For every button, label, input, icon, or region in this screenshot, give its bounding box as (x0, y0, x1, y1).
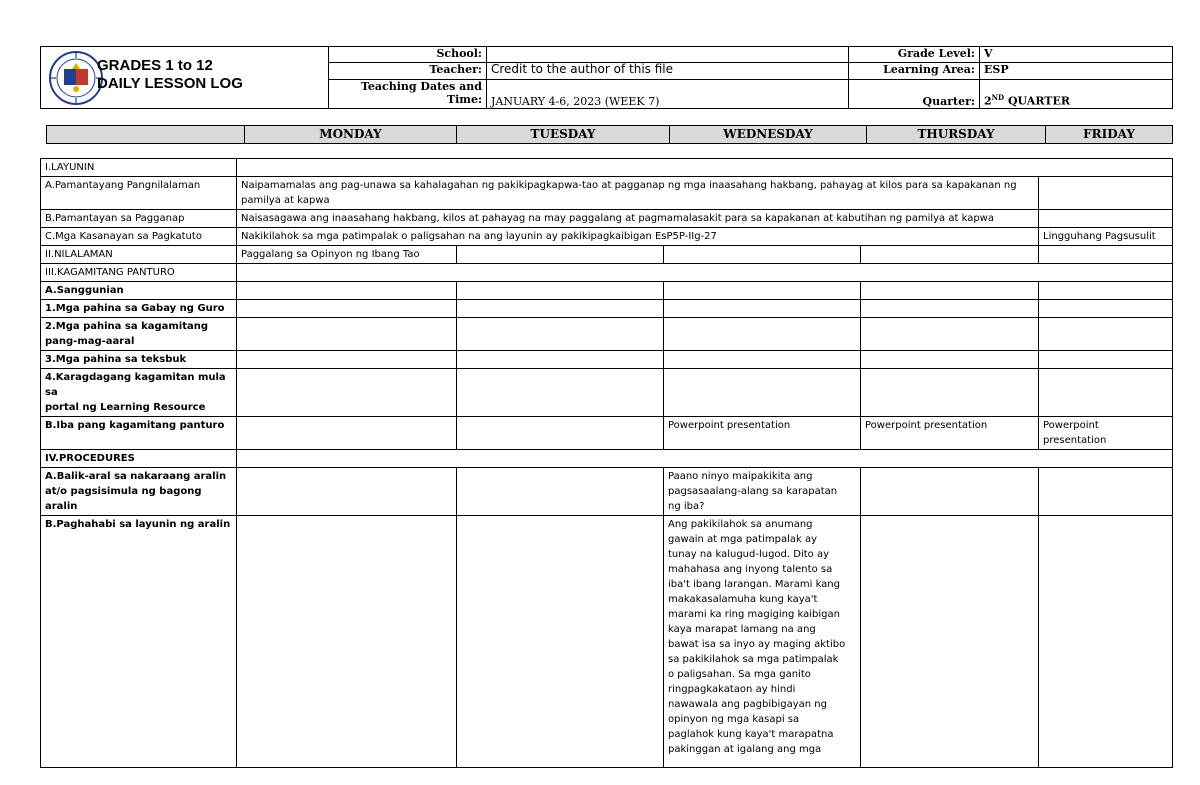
iba-friday-line1: Powerpoint (1043, 420, 1099, 431)
table-row (41, 159, 1173, 177)
karagdagang-label (41, 369, 237, 417)
sanggunian-tuesday[interactable] (457, 282, 664, 300)
iba-friday-line2: presentation (1043, 435, 1107, 446)
teksbuk-wednesday[interactable] (664, 351, 861, 369)
table-row (41, 300, 1173, 318)
table-row (41, 210, 1173, 228)
balik-tuesday[interactable] (457, 468, 664, 516)
teacher-value[interactable]: Credit to the author of this file (487, 63, 849, 79)
kagamitang-wednesday[interactable] (664, 318, 861, 351)
school-value[interactable] (487, 47, 849, 63)
days-header-table (46, 125, 1173, 144)
quarter-label: Quarter: (849, 79, 980, 109)
kasanayan-friday[interactable]: Lingguhang Pagsusulit (1039, 228, 1173, 246)
paghahabi-thursday[interactable] (861, 516, 1039, 768)
table-row (41, 516, 1173, 768)
learning-area-label: Learning Area: (849, 63, 980, 79)
day-tuesday: TUESDAY (457, 126, 670, 144)
nilalaman-thursday[interactable] (861, 246, 1039, 264)
grade-level-value[interactable]: V (980, 47, 1173, 63)
procedures-cell[interactable] (237, 450, 1173, 468)
kagamitang-thursday[interactable] (861, 318, 1039, 351)
paghahabi-wed-line: nawawala ang pagbibigayan ng (668, 699, 827, 710)
paghahabi-friday[interactable] (1039, 516, 1173, 768)
teaching-dates-label (329, 79, 487, 109)
teacher-label: Teacher: (329, 63, 487, 79)
nilalaman-friday[interactable] (1039, 246, 1173, 264)
deped-seal-icon (49, 51, 103, 105)
iba-tuesday[interactable] (457, 417, 664, 450)
karagdagang-thursday[interactable] (861, 369, 1039, 417)
day-thursday: THURSDAY (867, 126, 1046, 144)
table-row (41, 417, 1173, 450)
sanggunian-wednesday[interactable] (664, 282, 861, 300)
teaching-dates-label-line1: Teaching Dates and (360, 79, 482, 93)
karagdagang-tuesday[interactable] (457, 369, 664, 417)
paghahabi-wed-line: makakasalamuha kung kaya't (668, 594, 818, 605)
teksbuk-tuesday[interactable] (457, 351, 664, 369)
paghahabi-tuesday[interactable] (457, 516, 664, 768)
sanggunian-label: A.Sanggunian (41, 282, 237, 300)
kagamitan-cell[interactable] (237, 264, 1173, 282)
pagganap-label: B.Pamantayan sa Pagganap (41, 210, 237, 228)
paghahabi-wed-line: kaya marapat lamang na ang (668, 624, 816, 635)
paghahabi-wed-line: tunay na kalugud-lugod. Dito ay (668, 549, 829, 560)
sanggunian-monday[interactable] (237, 282, 457, 300)
paghahabi-monday[interactable] (237, 516, 457, 768)
days-blank-cell (47, 126, 245, 144)
karagdagang-wednesday[interactable] (664, 369, 861, 417)
title-line-1: GRADES 1 to 12 (97, 57, 213, 74)
lesson-log-table (40, 158, 1173, 768)
pagganap-text[interactable]: Naisasagawa ang inaasahang hakbang, kilos at pahayag na may paggalang at pagmamalasakit para sa kapakanan at kabutihan ng pamilya at kapwa (237, 210, 1039, 228)
balik-thursday[interactable] (861, 468, 1039, 516)
kagamitang-monday[interactable] (237, 318, 457, 351)
paghahabi-label: B.Paghahabi sa layunin ng aralin (41, 516, 237, 768)
kagamitan-label: III.KAGAMITANG PANTURO (41, 264, 237, 282)
day-monday: MONDAY (245, 126, 457, 144)
karagdagang-friday[interactable] (1039, 369, 1173, 417)
quarter-value[interactable] (980, 79, 1173, 109)
pamantayang-label: A.Pamantayang Pangnilalaman (41, 177, 237, 210)
table-row (41, 264, 1173, 282)
karagdagang-monday[interactable] (237, 369, 457, 417)
paghahabi-wed-line: bawat isa sa inyo ay maging aktibo (668, 639, 846, 650)
iba-monday[interactable] (237, 417, 457, 450)
iba-wednesday[interactable]: Powerpoint presentation (664, 417, 861, 450)
pamantayang-text[interactable]: Naipamamalas ang pag-unawa sa kahalagahan ng pakikipagkapwa-tao at pagganap ng mga inaasahang hakbang, pahayag at kilos para sa kapakanan ng pamilya at kapwa (237, 177, 1039, 210)
paghahabi-wed-line: sa pakikilahok sa mga patimpalak (668, 654, 839, 665)
layunin-label: I.LAYUNIN (41, 159, 237, 177)
table-row (41, 351, 1173, 369)
gabay-friday[interactable] (1039, 300, 1173, 318)
pagganap-friday[interactable] (1039, 210, 1173, 228)
teksbuk-friday[interactable] (1039, 351, 1173, 369)
iba-thursday[interactable]: Powerpoint presentation (861, 417, 1039, 450)
teksbuk-thursday[interactable] (861, 351, 1039, 369)
table-row (41, 228, 1173, 246)
grade-level-label: Grade Level: (849, 47, 980, 63)
kagamitang-label (41, 318, 237, 351)
table-row (41, 450, 1173, 468)
balik-monday[interactable] (237, 468, 457, 516)
sanggunian-friday[interactable] (1039, 282, 1173, 300)
paghahabi-wed-line: o paligsahan. Sa mga ganito (668, 669, 811, 680)
day-wednesday: WEDNESDAY (670, 126, 867, 144)
table-row (41, 468, 1173, 516)
logo-title-cell (41, 47, 329, 109)
day-friday: FRIDAY (1046, 126, 1173, 144)
gabay-label: 1.Mga pahina sa Gabay ng Guro (41, 300, 237, 318)
paghahabi-wed-line: ringpagkakataon ay hindi (668, 684, 796, 695)
header-table (40, 46, 1173, 109)
paghahabi-wed-line: marami ka ring magiging kaibigan (668, 609, 840, 620)
iba-friday[interactable] (1039, 417, 1173, 450)
paghahabi-wed-line: opinyon ng mga kasapi sa (668, 714, 800, 725)
paghahabi-wed-line: mahahasa ang inyong talento sa (668, 564, 833, 575)
teaching-dates-value[interactable]: JANUARY 4-6, 2023 (WEEK 7) (487, 79, 849, 109)
table-row (41, 177, 1173, 210)
procedures-label: IV.PROCEDURES (41, 450, 237, 468)
table-row (41, 246, 1173, 264)
kagamitang-friday[interactable] (1039, 318, 1173, 351)
balik-label (41, 468, 237, 516)
paghahabi-wed-line: Ang pakikilahok sa anumang (668, 519, 813, 530)
sanggunian-thursday[interactable] (861, 282, 1039, 300)
kasanayan-text[interactable]: Nakikilahok sa mga patimpalak o paligsahan na ang layunin ay pakikipagkaibigan EsP5P-IIg-27 (237, 228, 1039, 246)
quarter-number: 2 (984, 95, 992, 108)
kagamitang-label-line1: 2.Mga pahina sa kagamitang (45, 321, 209, 332)
teksbuk-monday[interactable] (237, 351, 457, 369)
teksbuk-label: 3.Mga pahina sa teksbuk (41, 351, 237, 369)
nilalaman-label: II.NILALAMAN (41, 246, 237, 264)
paghahabi-wed-line: gawain at mga patimpalak ay (668, 534, 818, 545)
paghahabi-wed-line: paglahok kung kaya't marapatna (668, 729, 834, 740)
nilalaman-text[interactable]: Paggalang sa Opinyon ng Ibang Tao (237, 246, 457, 264)
pamantayang-friday[interactable] (1039, 177, 1173, 210)
balik-wed-line: ng iba? (668, 501, 705, 512)
table-row (41, 369, 1173, 417)
quarter-suffix: ND (991, 93, 1005, 103)
balik-label-line1: A.Balik-aral sa nakaraang aralin (45, 471, 227, 482)
karagdagang-label-line1: 4.Karagdagang kagamitan mula sa (45, 372, 226, 398)
balik-label-line2: at/o pagsisimula ng bagong aralin (45, 486, 202, 512)
title-line-2: DAILY LESSON LOG (97, 75, 243, 92)
layunin-cell[interactable] (237, 159, 1173, 177)
balik-wed-line: Paano ninyo maipakikita ang (668, 471, 813, 482)
kagamitang-tuesday[interactable] (457, 318, 664, 351)
gabay-tuesday[interactable] (457, 300, 664, 318)
gabay-thursday[interactable] (861, 300, 1039, 318)
nilalaman-tuesday[interactable] (457, 246, 664, 264)
table-row (41, 282, 1173, 300)
table-row (41, 318, 1173, 351)
kasanayan-label: C.Mga Kasanayan sa Pagkatuto (41, 228, 237, 246)
balik-wed-line: pagsasaalang-alang sa karapatan (668, 486, 838, 497)
balik-friday[interactable] (1039, 468, 1173, 516)
kagamitang-label-line2: pang-mag-aaral (45, 336, 135, 347)
gabay-monday[interactable] (237, 300, 457, 318)
balik-wednesday[interactable] (664, 468, 861, 516)
paghahabi-wednesday[interactable] (664, 516, 861, 768)
iba-label: B.Iba pang kagamitang panturo (41, 417, 237, 450)
teaching-dates-label-line2: Time: (446, 92, 482, 106)
paghahabi-wed-line: pakinggan at igalang ang mga (668, 744, 822, 755)
gabay-wednesday[interactable] (664, 300, 861, 318)
school-label: School: (329, 47, 487, 63)
quarter-word: QUARTER (1004, 95, 1070, 108)
learning-area-value[interactable]: ESP (980, 63, 1173, 79)
karagdagang-label-line2: portal ng Learning Resource (45, 402, 206, 413)
paghahabi-wed-line: iba't ibang larangan. Marami kang (668, 579, 840, 590)
nilalaman-wednesday[interactable] (664, 246, 861, 264)
